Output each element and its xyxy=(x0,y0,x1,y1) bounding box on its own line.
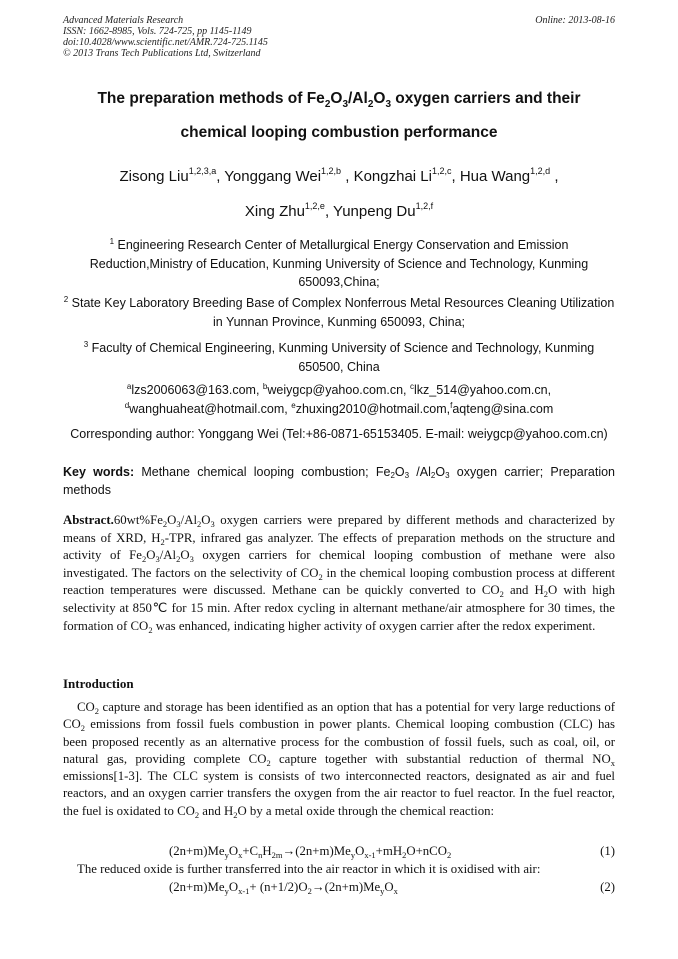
journal-header xyxy=(63,15,615,59)
affiliation-1: $^1$ Engineering Research Center of Metallurgical Energy Conservation and Emission Reduction,Ministry of Education, Kunming University of Science and Technology, Kunming 650093,China; xyxy=(89,237,589,289)
equation-1-body: $(2n+m)Me_yO_x+C_nH_{2m}\to(2n+m)Me_yO_{x-1}+mH_2O+nCO_2$ xyxy=(169,844,452,860)
equation-2-number: (2) xyxy=(600,880,615,894)
corresponding-author: Corresponding author: Yonggang Wei (Tel:+86-0871-65153405. E-mail: weiygcp@yahoo.com.cn) xyxy=(70,427,608,441)
abstract: $Abstract.60wt\%Fe_2O_3/Al_2O_3$ oxygen carriers were prepared by different methods and characterized by means of XRD, $H_2$-TPR, infrared gas analyzer. The effects of preparation methods on the structure and activity of $Fe_2O_3/Al_2O_3$ oxygen carriers for chemical looping combustion of methane were also investigated. The factors on the selectivity of $CO_2$ in the chemical looping combustion process at different reaction temperatures were discussed. Methane can be quickly converted to $CO_2$ and $H_2O$ with high selectivity at 850℃ for 15 min. After redox cycling in alternant methane/air atmosphere for 30 times, the formation of $CO_2$ was enhanced, indicating higher activity of oxygen carrier after the redox experiment. xyxy=(63,513,616,635)
paper-title-line-1: The preparation methods of $Fe_2O_3/Al_2O_3$ oxygen carriers and their xyxy=(97,90,581,111)
copyright-line: © 2013 Trans Tech Publications Ltd, Switzerland xyxy=(63,48,261,59)
paper-title-line-2: chemical looping combustion performance xyxy=(180,124,498,141)
affiliation-2: $^2$ State Key Laboratory Breeding Base of Complex Nonferrous Metal Resources Cleaning Utilization in Yunnan Province, Kunming 650093, China; xyxy=(63,295,615,329)
issn-line: ISSN: 1662-8985, Vols. 724-725, pp 1145-1149 xyxy=(63,26,252,37)
author-list-line-1: Zisong Liu$^{1,2,3,a}$, Yonggang Wei$^{1,2,b}$ , Kongzhai Li$^{1,2,c}$, Hua Wang$^{1,2,d}$ , xyxy=(119,166,559,185)
introduction-paragraph: $CO_2$ capture and storage has been identified as an option that has a potential for very large reductions of $CO_2$ emissions from fossil fuels combustion in power plants. Chemical looping combustion (CLC) has been proposed recently as an alternative process for the combustion of fossil fuels, such as coal, oil, or natural gas, providing complete $CO_2$ capture together with substantial reduction of thermal $NO_x$ emissions[1-3]. The CLC system is consists of two interconnected reactors, designated as air and fuel reactors, and an oxygen carrier transfers the oxygen from the air reactor to fuel reactor. In the fuel reactor, the fuel is oxidated to $CO_2$ and $H_2O$ by a metal oxide through the chemical reaction: xyxy=(63,700,616,820)
affiliation-3: $^3$ Faculty of Chemical Engineering, Kunming University of Science and Technology, Kunming 650500, China xyxy=(83,340,595,374)
online-date: Online: 2013-08-16 xyxy=(535,15,615,26)
equation-1-number: (1) xyxy=(600,844,615,858)
equation-2-body: $(2n+m)Me_yO_{x-1}+ (n+1/2)O_2\to(2n+m)Me_yO_x$ xyxy=(169,880,398,896)
doi-line: doi:10.4028/www.scientific.net/AMR.724-725.1145 xyxy=(63,37,268,48)
keywords: Key words: Methane chemical looping combustion; $Fe_2O_3$ $/Al_2O_3$ oxygen carrier; Preparation methods xyxy=(63,465,616,497)
equation-transition-text: The reduced oxide is further transferred into the air reactor in which it is oxidised with air: xyxy=(77,862,541,876)
section-heading-introduction: Introduction xyxy=(63,676,134,691)
author-list-line-2: Xing Zhu$^{1,2,e}$, Yunpeng Du$^{1,2,f}$ xyxy=(244,201,434,220)
author-emails: $^a$lzs2006063@163.com, $^b$weiygcp@yahoo.com.cn, $^c$lkz_514@yahoo.com.cn, $^d$wanghuaheat@hotmail.com, $^e$zhuxing2010@hotmail.com,$^f$aqteng@sina.com xyxy=(124,382,554,416)
journal-name: Advanced Materials Research xyxy=(63,15,184,26)
